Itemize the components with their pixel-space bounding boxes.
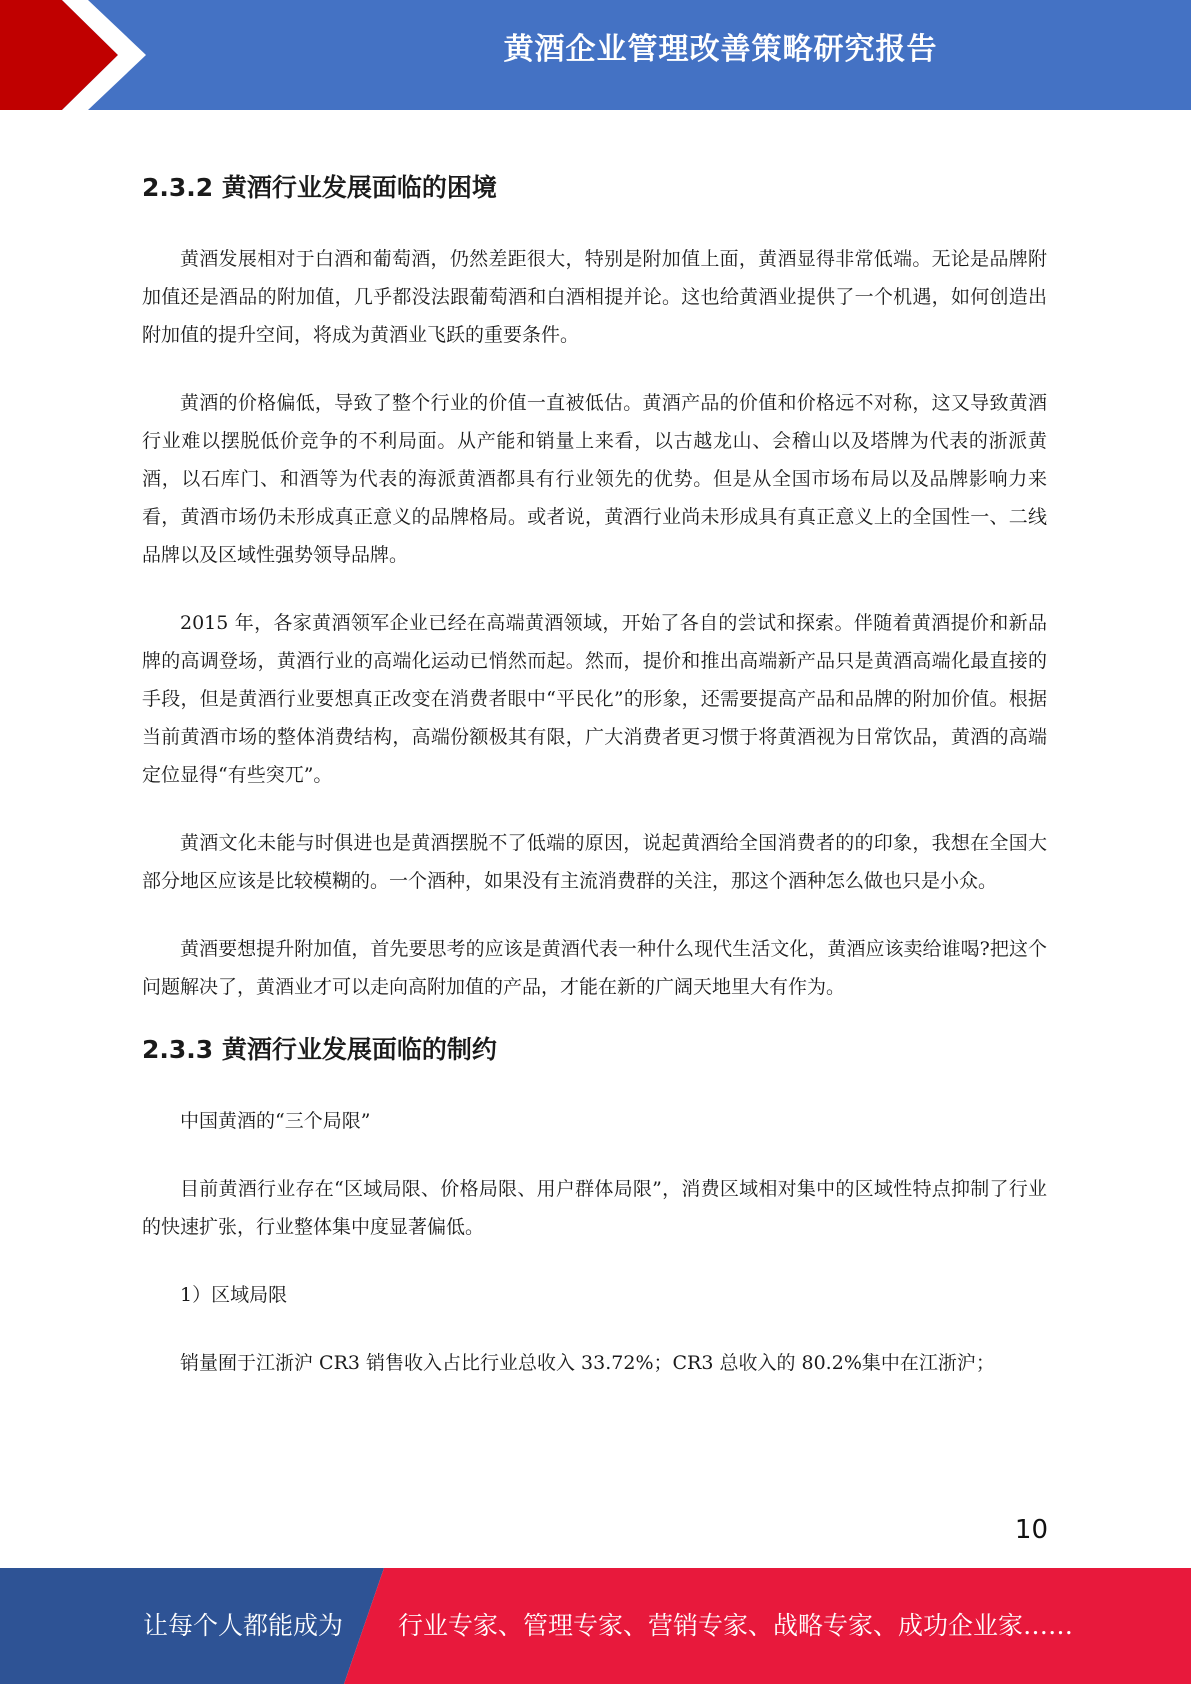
document-title: 黄酒企业管理改善策略研究报告 [503,32,938,67]
footer-slogan-left: 让每个人都能成为 [143,1611,344,1640]
main-content [142,160,1047,1412]
paragraph: 黄酒要想提升附加值，首先要思考的应该是黄酒代表一种什么现代生活文化，黄酒应该卖给谁喝?把这个问题解决了，黄酒业才可以走向高附加值的产品，才能在新的广阔天地里大有作为。 [142,938,1047,998]
list-item: 1）区域局限 [180,1284,288,1306]
paragraph: 2015 年，各家黄酒领军企业已经在高端黄酒领域，开始了各自的尝试和探索。伴随着黄酒提价和新品牌的高调登场，黄酒行业的高端化运动已悄然而起。然而，提价和推出高端新产品只是黄酒高端化最直接的手段，但是黄酒行业要想真正改变在消费者眼中“平民化”的形象，还需要提高产品和品牌的附加价值。根据当前黄酒市场的整体消费结构，高端份额极其有限，广大消费者更习惯于将黄酒视为日常饮品，黄酒的高端定位显得“有些突兀”。 [142,612,1047,786]
section-heading: 2.3.2 黄酒行业发展面临的困境 [142,173,497,202]
paragraph: 目前黄酒行业存在“区域局限、价格局限、用户群体局限”，消费区域相对集中的区域性特点抑制了行业的快速扩张，行业整体集中度显著偏低。 [142,1178,1047,1238]
paragraph: 销量囿于江浙沪 CR3 销售收入占比行业总收入 33.72%；CR3 总收入的 80.2%集中在江浙沪； [180,1352,995,1374]
page-number: 10 [1014,1515,1048,1545]
page-footer [0,1568,1191,1684]
paragraph: 黄酒发展相对于白酒和葡萄酒，仍然差距很大，特别是附加值上面，黄酒显得非常低端。无论是品牌附加值还是酒品的附加值，几乎都没法跟葡萄酒和白酒相提并论。这也给黄酒业提供了一个机遇，如何创造出附加值的提升空间，将成为黄酒业飞跃的重要条件。 [142,248,1047,346]
section-heading: 2.3.3 黄酒行业发展面临的制约 [142,1035,497,1064]
paragraph: 黄酒文化未能与时俱进也是黄酒摆脱不了低端的原因，说起黄酒给全国消费者的的印象，我想在全国大部分地区应该是比较模糊的。一个酒种，如果没有主流消费群的关注，那这个酒种怎么做也只是小众。 [142,832,1047,892]
paragraph: 黄酒的价格偏低，导致了整个行业的价值一直被低估。黄酒产品的价值和价格远不对称，这又导致黄酒行业难以摆脱低价竞争的不利局面。从产能和销量上来看，以古越龙山、会稽山以及塔牌为代表的浙派黄酒，以石库门、和酒等为代表的海派黄酒都具有行业领先的优势。但是从全国市场布局以及品牌影响力来看，黄酒市场仍未形成真正意义的品牌格局。或者说，黄酒行业尚未形成具有真正意义上的全国性一、二线品牌以及区域性强势领导品牌。 [142,392,1047,566]
paragraph: 中国黄酒的“三个局限” [180,1110,371,1132]
page-header [0,0,1191,110]
footer-slogan-right: 行业专家、管理专家、营销专家、战略专家、成功企业家…… [398,1611,1074,1640]
